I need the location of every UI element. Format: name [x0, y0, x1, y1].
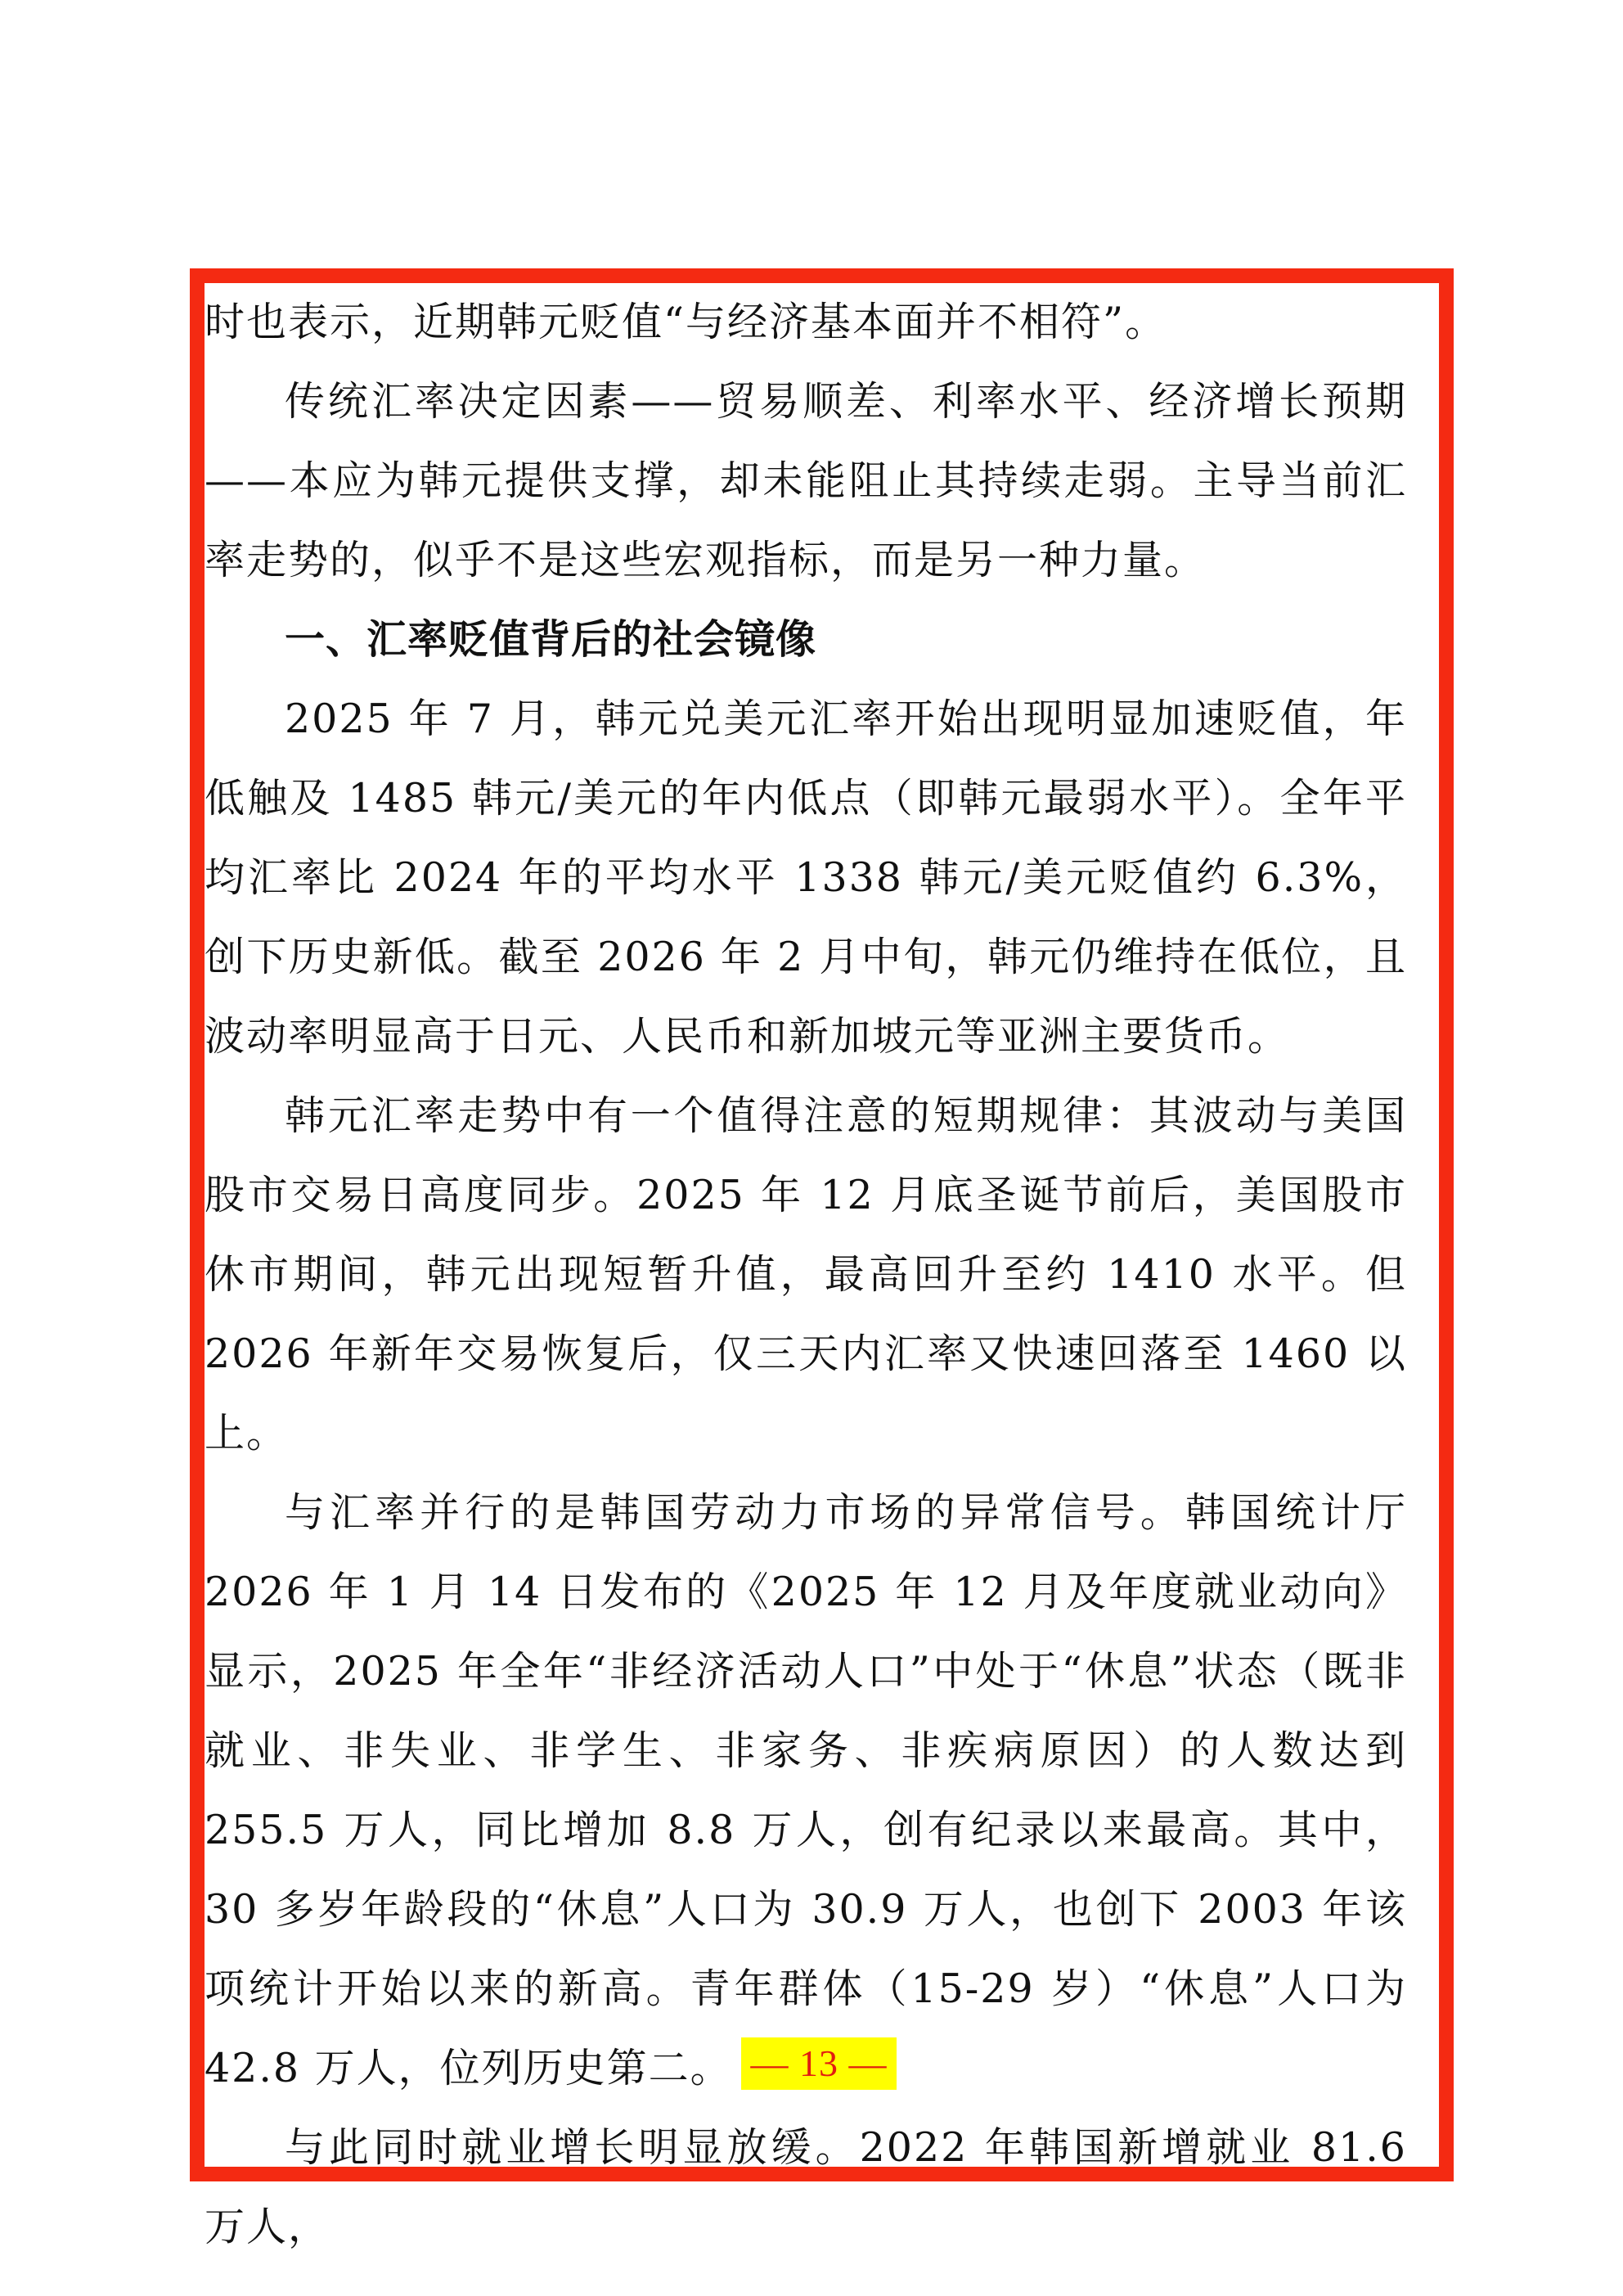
- section-heading: 一、汇率贬值背后的社会镜像: [285, 616, 817, 663]
- document-body: [205, 282, 1407, 2267]
- paragraph-continued: 时也表示，近期韩元贬值“与经济基本面并不相符”。: [205, 299, 1167, 345]
- paragraph-labor-market: 与汇率并行的是韩国劳动力市场的异常信号。韩国统计厅 2026 年 1 月 14 日发布的《2025 年 12 月及年度就业动向》显示，2025 年全年“非经济活动人口”中处于“休息”状态（既非就业、非失业、非学生、非家务、非疾病原因）的人数达到 255.5 万人，同比增加 8.8 万人，创有纪录以来最高。其中，30 多岁年龄段的“休息”人口为 30.9 万人，也创下 2003 年该项统计开始以来的新高。青年群体（15-29 岁）“休息”人口为 42.8 万人，位列历史第二。: [205, 1489, 1407, 2091]
- paragraph-exchange-factors: 传统汇率决定因素——贸易顺差、利率水平、经济增长预期——本应为韩元提供支撑，却未能阻止其持续走弱。主导当前汇率走势的，似乎不是这些宏观指标，而是另一种力量。: [205, 378, 1407, 583]
- paragraph-depreciation-2025: 2025 年 7 月，韩元兑美元汇率开始出现明显加速贬值，年低触及 1485 韩元/美元的年内低点（即韩元最弱水平）。全年平均汇率比 2024 年的平均水平 1338 韩元/美元贬值约 6.3%，创下历史新低。截至 2026 年 2 月中旬，韩元仍维持在低位，且波动率明显高于日元、人民币和新加坡元等亚洲主要货币。: [205, 696, 1407, 1060]
- paragraph-employment-growth: 与此同时就业增长明显放缓。2022 年韩国新增就业 81.6 万人，: [205, 2124, 1407, 2250]
- page-number: — 13 —: [741, 2037, 897, 2090]
- paragraph-short-term-pattern: 韩元汇率走势中有一个值得注意的短期规律：其波动与美国股市交易日高度同步。2025 年 12 月底圣诞节前后，美国股市休市期间，韩元出现短暂升值，最高回升至约 1410 水平。但 2026 年新年交易恢复后，仅三天内汇率又快速回落至 1460 以上。: [205, 1092, 1407, 1456]
